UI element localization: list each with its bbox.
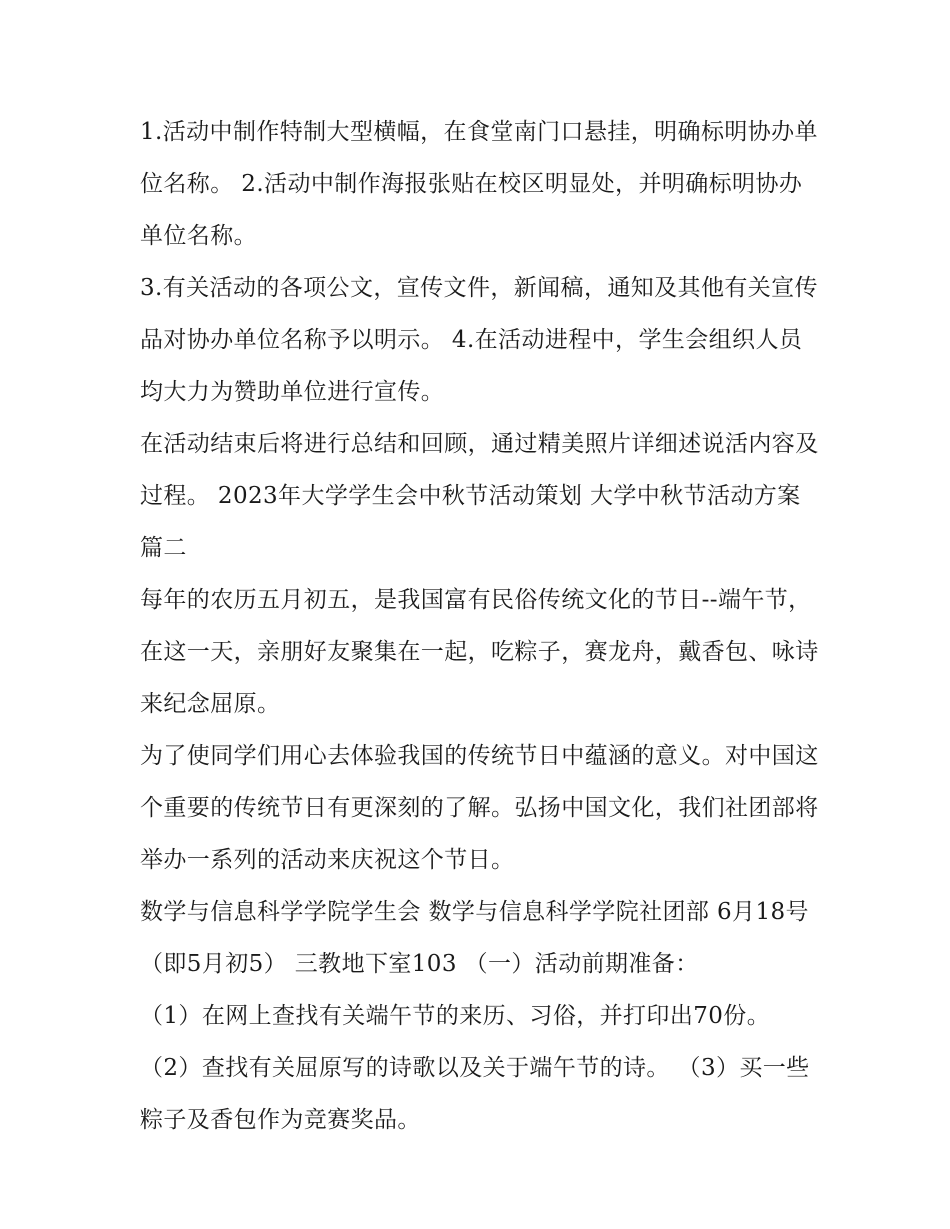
paragraph-publicity: 3.有关活动的各项公文，宣传文件，新闻稿，通知及其他有关宣传品对协办单位名称予以明示。 4.在活动进程中，学生会组织人员均大力为赞助单位进行宣传。 — [140, 275, 818, 405]
paragraph-summary-title: 在活动结束后将进行总结和回顾，通过精美照片详细述说活内容及过程。 2023年大学学生会中秋节活动策划 大学中秋节活动方案篇二 — [140, 431, 819, 561]
paragraph-purpose: 为了使同学们用心去体验我国的传统节日中蕴涵的意义。对中国这个重要的传统节日有更深刻的了解。弘扬中国文化，我们社团部将举办一系列的活动来庆祝这个节日。 — [140, 743, 819, 873]
paragraph-organizers: 数学与信息科学学院学生会 数学与信息科学学院社团部 6月18号（即5月初5） 三教地下室103 （一）活动前期准备： — [140, 899, 809, 977]
paragraph-prep-item-1: （1）在网上查找有关端午节的来历、习俗，并打印出70份。 — [140, 1003, 771, 1029]
paragraph-banner-poster: 1.活动中制作特制大型横幅，在食堂南门口悬挂，明确标明协办单位名称。 2.活动中制作海报张贴在校区明显处，并明确标明协办单位名称。 — [140, 119, 818, 249]
paragraph-dragon-boat-intro: 每年的农历五月初五，是我国富有民俗传统文化的节日--端午节，在这一天，亲朋好友聚集在一起，吃粽子，赛龙舟，戴香包、咏诗来纪念屈原。 — [140, 587, 819, 717]
document-body — [140, 106, 820, 1146]
paragraph-prep-items-2-3: （2）查找有关屈原写的诗歌以及关于端午节的诗。 （3）买一些粽子及香包作为竞赛奖品。 — [140, 1055, 810, 1133]
